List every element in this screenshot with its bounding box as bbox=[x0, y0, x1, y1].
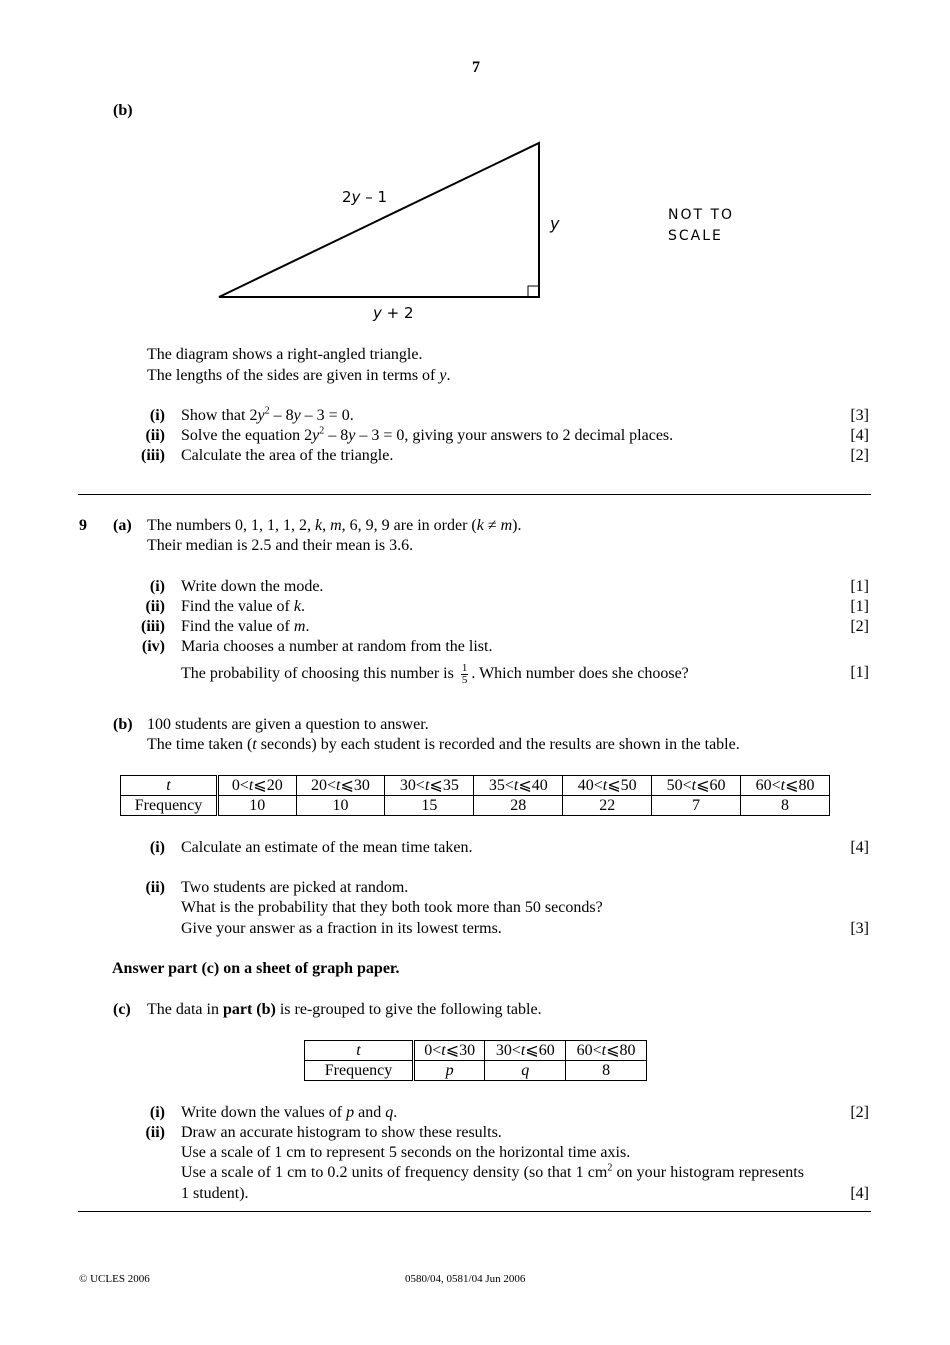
table-interval: 60<t⩽80 bbox=[741, 776, 830, 796]
q9a-ii-mark: [1] bbox=[850, 598, 869, 615]
q9a-iv-mark: [1] bbox=[850, 664, 869, 681]
q9b-line2: The time taken (t seconds) by each student is recorded and the results are shown in the table. bbox=[147, 736, 740, 753]
right-angle-marker bbox=[528, 286, 539, 297]
q9b-ii-label: (ii) bbox=[145, 879, 165, 896]
not-to-scale-line1: NOT TO bbox=[668, 207, 735, 223]
q9a-iv-line2: The probability of choosing this number is $\frac{1}{5}$ . Which number does she choose? bbox=[181, 662, 689, 686]
q9a-ii-text: Find the value of k. bbox=[181, 598, 305, 615]
q9a-iii-text: Find the value of m. bbox=[181, 618, 310, 635]
q9b-i-text: Calculate an estimate of the mean time taken. bbox=[181, 839, 473, 856]
hypotenuse-label: 2y – 1 bbox=[342, 188, 388, 206]
table-header-label: t bbox=[305, 1041, 414, 1061]
q9b-i-label: (i) bbox=[149, 839, 165, 856]
right-triangle-diagram bbox=[0, 0, 950, 340]
q9b-line1: 100 students are given a question to answer. bbox=[147, 716, 429, 733]
q8b-i-label: (i) bbox=[149, 407, 165, 424]
table-interval: 50<t⩽60 bbox=[652, 776, 741, 796]
table-cell: 15 bbox=[385, 796, 474, 816]
table-cell: 28 bbox=[474, 796, 563, 816]
bottom-divider bbox=[78, 1211, 871, 1212]
q9a-ii-label: (ii) bbox=[145, 598, 165, 615]
q9a-label: (a) bbox=[113, 517, 132, 534]
table-interval: 30<t⩽60 bbox=[485, 1041, 566, 1061]
q8b-intro-line2: The lengths of the sides are given in terms of y. bbox=[147, 367, 451, 384]
table-cell: 22 bbox=[563, 796, 652, 816]
q9a-iii-mark: [2] bbox=[850, 618, 869, 635]
table-cell: 8 bbox=[741, 796, 830, 816]
q9-number: 9 bbox=[79, 517, 87, 534]
q9c-i-text: Write down the values of p and q. bbox=[181, 1104, 398, 1121]
time-frequency-table bbox=[120, 775, 830, 816]
q8b-label: (b) bbox=[113, 102, 133, 119]
divider bbox=[78, 494, 871, 495]
q8b-i-text: Show that $2y^2 - 8y - 3 = 0$. bbox=[181, 405, 354, 424]
q9a-i-mark: [1] bbox=[850, 578, 869, 595]
table-row bbox=[305, 1061, 647, 1081]
q8b-iii-mark: [2] bbox=[850, 447, 869, 464]
q9a-i-text: Write down the mode. bbox=[181, 578, 324, 595]
q8b-i-mark: [3] bbox=[850, 407, 869, 424]
probability-fraction: $\frac{1}{5}$ bbox=[461, 662, 468, 686]
q9a-iv-text: Maria chooses a number at random from the list. bbox=[181, 638, 493, 655]
table-interval: 35<t⩽40 bbox=[474, 776, 563, 796]
regrouped-table bbox=[304, 1040, 647, 1081]
table-interval: 0<t⩽30 bbox=[414, 1041, 485, 1061]
table-interval: 40<t⩽50 bbox=[563, 776, 652, 796]
answer-note: Answer part (c) on a sheet of graph paper. bbox=[112, 960, 400, 977]
triangle-outline bbox=[219, 143, 539, 297]
q8b-intro-line1: The diagram shows a right-angled triangle. bbox=[147, 346, 423, 363]
q9a-iv-label: (iv) bbox=[141, 638, 165, 655]
q9b-ii-line1: Two students are picked at random. bbox=[181, 879, 409, 896]
table-cell: p bbox=[414, 1061, 485, 1081]
q9c-ii-label: (ii) bbox=[145, 1124, 165, 1141]
table-interval: 60<t⩽80 bbox=[566, 1041, 647, 1061]
q9c-ii-mark: [4] bbox=[850, 1185, 869, 1202]
q9a-line1: The numbers 0, 1, 1, 1, 2, k, m, 6, 9, 9 are in order (k ≠ m). bbox=[147, 517, 522, 534]
q9c-i-label: (i) bbox=[149, 1104, 165, 1121]
q9b-ii-mark: [3] bbox=[850, 920, 869, 937]
q9c-ii-line2: Use a scale of 1 cm to represent 5 seconds on the horizontal time axis. bbox=[181, 1144, 631, 1161]
table-row bbox=[121, 796, 830, 816]
table-interval: 0<t⩽20 bbox=[218, 776, 297, 796]
table-header-row bbox=[121, 776, 830, 796]
q9b-i-mark: [4] bbox=[850, 839, 869, 856]
table-row-label: Frequency bbox=[305, 1061, 414, 1081]
q9c-ii-line3: Use a scale of 1 cm to 0.2 units of frequency density (so that 1 $cm^2$ on your histogram represents bbox=[181, 1162, 805, 1181]
q8b-ii-text: Solve the equation $2y^2 - 8y - 3 = 0$, giving your answers to 2 decimal places. bbox=[181, 425, 674, 444]
q9b-ii-line3: Give your answer as a fraction in its lowest terms. bbox=[181, 920, 502, 937]
page-number: 7 bbox=[472, 59, 480, 76]
footer-copyright: © UCLES 2006 bbox=[79, 1273, 150, 1285]
q9a-line2: Their median is 2.5 and their mean is 3.6. bbox=[147, 537, 414, 554]
base-label: y + 2 bbox=[373, 304, 414, 322]
table-row-label: Frequency bbox=[121, 796, 218, 816]
q9c-label: (c) bbox=[113, 1001, 131, 1018]
q8b-ii-label: (ii) bbox=[145, 427, 165, 444]
footer-code: 0580/04, 0581/04 Jun 2006 bbox=[405, 1273, 526, 1285]
table-interval: 20<t⩽30 bbox=[296, 776, 385, 796]
table-header-label: t bbox=[121, 776, 218, 796]
q9c-i-mark: [2] bbox=[850, 1104, 869, 1121]
q8b-iii-text: Calculate the area of the triangle. bbox=[181, 447, 394, 464]
q9b-label: (b) bbox=[113, 716, 133, 733]
q9c-ii-line1: Draw an accurate histogram to show these results. bbox=[181, 1124, 502, 1141]
q9a-iii-label: (iii) bbox=[141, 618, 165, 635]
q9a-i-label: (i) bbox=[149, 578, 165, 595]
q9c-ii-line4: 1 student). bbox=[181, 1185, 249, 1202]
q8b-ii-mark: [4] bbox=[850, 427, 869, 444]
table-cell: 10 bbox=[218, 796, 297, 816]
table-cell: 8 bbox=[566, 1061, 647, 1081]
table-header-row bbox=[305, 1041, 647, 1061]
q9b-ii-line2: What is the probability that they both took more than 50 seconds? bbox=[181, 899, 603, 916]
vertical-side-label: y bbox=[550, 214, 560, 233]
q8b-iii-label: (iii) bbox=[141, 447, 165, 464]
table-cell: 7 bbox=[652, 796, 741, 816]
table-cell: 10 bbox=[296, 796, 385, 816]
not-to-scale-line2: SCALE bbox=[668, 228, 723, 244]
table-cell: q bbox=[485, 1061, 566, 1081]
table-interval: 30<t⩽35 bbox=[385, 776, 474, 796]
q9c-line1: The data in part (b) is re-grouped to give the following table. bbox=[147, 1001, 542, 1018]
